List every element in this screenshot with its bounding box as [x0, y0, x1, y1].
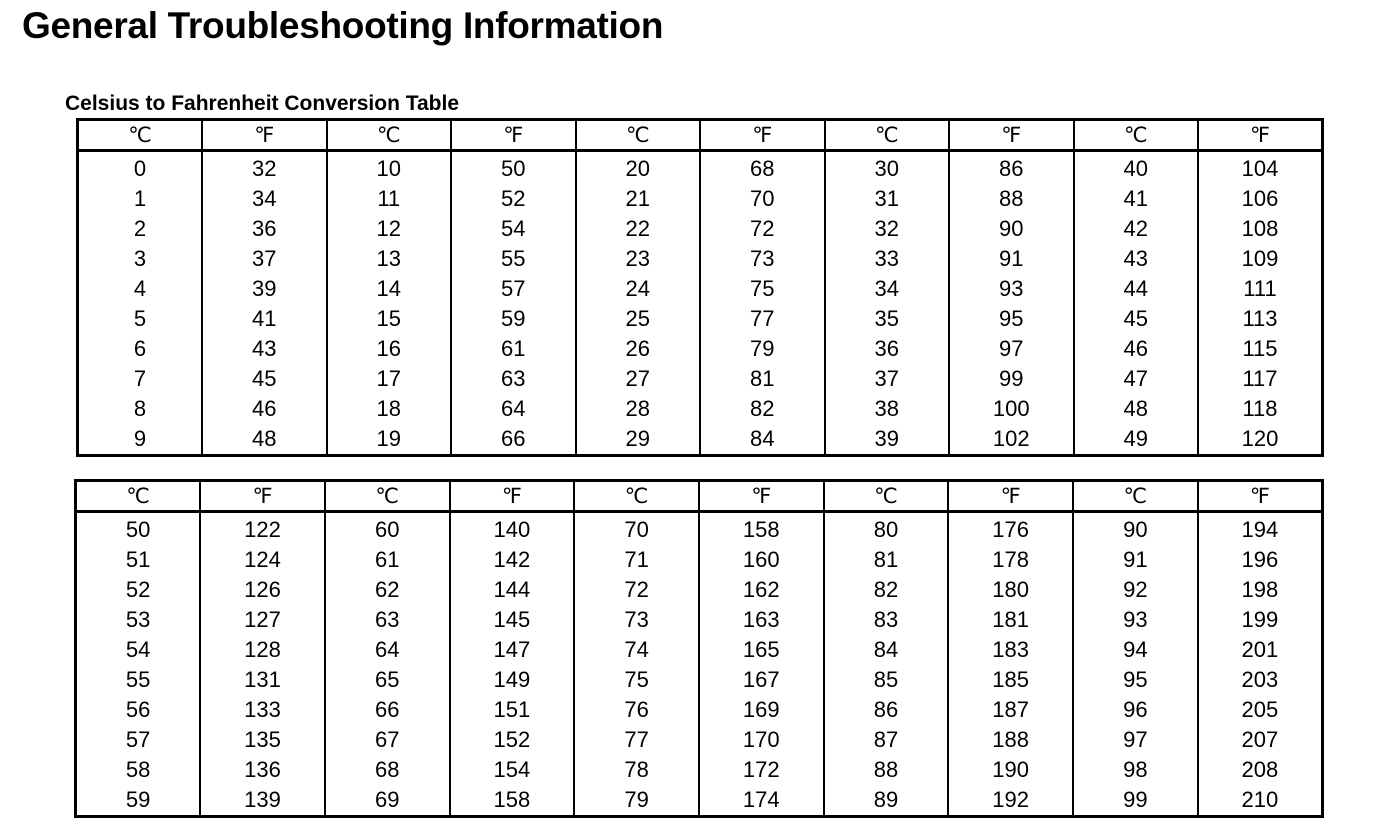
celsius-cell: 0 [133, 156, 147, 181]
celsius-cell: 77 [574, 725, 699, 755]
table-header-row [76, 481, 1323, 512]
celsius-cell: 98 [1073, 755, 1198, 785]
fahrenheit-cell: 79 [700, 334, 825, 364]
fahrenheit-cell: 41 [202, 304, 327, 334]
celsius-cell: 45 [1074, 304, 1199, 334]
celsius-cell: 29 [576, 424, 701, 456]
fahrenheit-cell: 70 [700, 184, 825, 214]
celsius-cell: 31 [825, 184, 950, 214]
fahrenheit-cell: 201 [1198, 635, 1323, 665]
table-row [76, 605, 1323, 635]
fahrenheit-cell: 109 [1198, 244, 1323, 274]
fahrenheit-cell: 207 [1198, 725, 1323, 755]
celsius-cell: 89 [824, 785, 949, 817]
table-row [78, 394, 1323, 424]
fahrenheit-cell: 46 [202, 394, 327, 424]
fahrenheit-cell: 64 [451, 394, 576, 424]
table-row [76, 725, 1323, 755]
fahrenheit-cell: 39 [202, 274, 327, 304]
fahrenheit-cell: 113 [1198, 304, 1323, 334]
celsius-cell: 3 [133, 246, 147, 271]
fahrenheit-cell: 75 [700, 274, 825, 304]
celsius-cell: 34 [825, 274, 950, 304]
fahrenheit-cell: 170 [699, 725, 824, 755]
celsius-cell: 67 [325, 725, 450, 755]
fahrenheit-cell: 133 [200, 695, 325, 725]
celsius-column-header: ℃ [824, 481, 949, 512]
fahrenheit-cell: 82 [700, 394, 825, 424]
celsius-cell: 82 [824, 575, 949, 605]
celsius-cell: 50 [125, 517, 151, 542]
celsius-cell: 95 [1073, 665, 1198, 695]
table-title: Celsius to Fahrenheit Conversion Table [65, 92, 460, 115]
fahrenheit-cell: 196 [1198, 545, 1323, 575]
fahrenheit-cell: 117 [1198, 364, 1323, 394]
celsius-cell: 58 [125, 757, 151, 782]
fahrenheit-column-header: ℉ [200, 481, 325, 512]
celsius-column-header: ℃ [576, 120, 701, 151]
celsius-cell: 60 [325, 512, 450, 546]
fahrenheit-column-header: ℉ [451, 120, 576, 151]
table-row [78, 424, 1323, 456]
celsius-cell: 19 [327, 424, 452, 456]
celsius-cell: 2 [133, 216, 147, 241]
fahrenheit-cell: 174 [699, 785, 824, 817]
fahrenheit-cell: 102 [949, 424, 1074, 456]
fahrenheit-cell: 73 [700, 244, 825, 274]
celsius-cell: 55 [125, 667, 151, 692]
celsius-cell: 42 [1074, 214, 1199, 244]
celsius-cell: 88 [824, 755, 949, 785]
celsius-cell: 64 [325, 635, 450, 665]
celsius-cell: 9 [133, 426, 147, 451]
fahrenheit-cell: 128 [200, 635, 325, 665]
table-row [78, 364, 1323, 394]
fahrenheit-cell: 95 [949, 304, 1074, 334]
celsius-cell: 8 [133, 396, 147, 421]
fahrenheit-cell: 34 [202, 184, 327, 214]
celsius-cell: 54 [125, 637, 151, 662]
fahrenheit-cell: 81 [700, 364, 825, 394]
fahrenheit-cell: 180 [948, 575, 1073, 605]
table-row [78, 244, 1323, 274]
fahrenheit-column-header: ℉ [1198, 481, 1323, 512]
celsius-column-header: ℃ [325, 481, 450, 512]
celsius-cell: 86 [824, 695, 949, 725]
fahrenheit-cell: 135 [200, 725, 325, 755]
fahrenheit-cell: 178 [948, 545, 1073, 575]
fahrenheit-cell: 52 [451, 184, 576, 214]
celsius-cell: 1 [133, 186, 147, 211]
fahrenheit-cell: 131 [200, 665, 325, 695]
fahrenheit-cell: 151 [450, 695, 575, 725]
celsius-column-header: ℃ [574, 481, 699, 512]
celsius-cell: 93 [1073, 605, 1198, 635]
celsius-cell: 47 [1074, 364, 1199, 394]
fahrenheit-cell: 190 [948, 755, 1073, 785]
fahrenheit-cell: 104 [1198, 151, 1323, 185]
fahrenheit-cell: 111 [1198, 274, 1323, 304]
celsius-cell: 92 [1073, 575, 1198, 605]
celsius-cell: 81 [824, 545, 949, 575]
table-row [78, 184, 1323, 214]
fahrenheit-cell: 176 [948, 512, 1073, 546]
fahrenheit-cell: 126 [200, 575, 325, 605]
celsius-cell: 5 [133, 306, 147, 331]
celsius-cell: 43 [1074, 244, 1199, 274]
celsius-cell: 32 [825, 214, 950, 244]
celsius-cell: 13 [327, 244, 452, 274]
fahrenheit-cell: 127 [200, 605, 325, 635]
conversion-table-0-49 [76, 118, 1324, 457]
fahrenheit-cell: 144 [450, 575, 575, 605]
fahrenheit-cell: 122 [200, 512, 325, 546]
fahrenheit-cell: 167 [699, 665, 824, 695]
fahrenheit-column-header: ℉ [202, 120, 327, 151]
fahrenheit-cell: 45 [202, 364, 327, 394]
celsius-cell: 62 [325, 575, 450, 605]
fahrenheit-cell: 208 [1198, 755, 1323, 785]
fahrenheit-cell: 55 [451, 244, 576, 274]
celsius-cell: 44 [1074, 274, 1199, 304]
fahrenheit-cell: 57 [451, 274, 576, 304]
celsius-cell: 51 [125, 547, 151, 572]
celsius-cell: 20 [576, 151, 701, 185]
celsius-cell: 35 [825, 304, 950, 334]
celsius-cell: 39 [825, 424, 950, 456]
fahrenheit-cell: 139 [200, 785, 325, 817]
table-row [78, 274, 1323, 304]
celsius-cell: 33 [825, 244, 950, 274]
celsius-cell: 65 [325, 665, 450, 695]
celsius-cell: 52 [125, 577, 151, 602]
celsius-cell: 69 [325, 785, 450, 817]
celsius-cell: 75 [574, 665, 699, 695]
celsius-cell: 84 [824, 635, 949, 665]
fahrenheit-cell: 118 [1198, 394, 1323, 424]
fahrenheit-cell: 61 [451, 334, 576, 364]
fahrenheit-cell: 68 [700, 151, 825, 185]
table-row [76, 512, 1323, 546]
celsius-cell: 38 [825, 394, 950, 424]
celsius-cell: 28 [576, 394, 701, 424]
celsius-cell: 30 [825, 151, 950, 185]
celsius-cell: 25 [576, 304, 701, 334]
fahrenheit-cell: 158 [450, 785, 575, 817]
celsius-cell: 59 [125, 787, 151, 812]
celsius-cell: 56 [125, 697, 151, 722]
table-row [78, 334, 1323, 364]
table-row [76, 575, 1323, 605]
fahrenheit-cell: 124 [200, 545, 325, 575]
celsius-cell: 76 [574, 695, 699, 725]
fahrenheit-cell: 97 [949, 334, 1074, 364]
fahrenheit-cell: 115 [1198, 334, 1323, 364]
celsius-cell: 10 [327, 151, 452, 185]
fahrenheit-cell: 140 [450, 512, 575, 546]
celsius-cell: 96 [1073, 695, 1198, 725]
fahrenheit-cell: 152 [450, 725, 575, 755]
celsius-cell: 18 [327, 394, 452, 424]
fahrenheit-cell: 163 [699, 605, 824, 635]
table-row [78, 214, 1323, 244]
celsius-cell: 61 [325, 545, 450, 575]
celsius-cell: 74 [574, 635, 699, 665]
fahrenheit-cell: 165 [699, 635, 824, 665]
fahrenheit-cell: 106 [1198, 184, 1323, 214]
fahrenheit-column-header: ℉ [949, 120, 1074, 151]
table-row [76, 785, 1323, 817]
celsius-cell: 68 [325, 755, 450, 785]
fahrenheit-column-header: ℉ [948, 481, 1073, 512]
fahrenheit-cell: 162 [699, 575, 824, 605]
celsius-cell: 21 [576, 184, 701, 214]
celsius-column-header: ℃ [78, 120, 203, 151]
celsius-cell: 57 [125, 727, 151, 752]
celsius-cell: 12 [327, 214, 452, 244]
celsius-cell: 87 [824, 725, 949, 755]
celsius-cell: 37 [825, 364, 950, 394]
celsius-column-header: ℃ [1074, 120, 1199, 151]
fahrenheit-cell: 100 [949, 394, 1074, 424]
fahrenheit-cell: 72 [700, 214, 825, 244]
fahrenheit-cell: 187 [948, 695, 1073, 725]
celsius-cell: 66 [325, 695, 450, 725]
fahrenheit-cell: 192 [948, 785, 1073, 817]
fahrenheit-cell: 37 [202, 244, 327, 274]
fahrenheit-cell: 43 [202, 334, 327, 364]
celsius-cell: 17 [327, 364, 452, 394]
fahrenheit-cell: 198 [1198, 575, 1323, 605]
celsius-cell: 22 [576, 214, 701, 244]
fahrenheit-cell: 154 [450, 755, 575, 785]
fahrenheit-column-header: ℉ [699, 481, 824, 512]
fahrenheit-cell: 149 [450, 665, 575, 695]
celsius-cell: 26 [576, 334, 701, 364]
fahrenheit-cell: 158 [699, 512, 824, 546]
fahrenheit-cell: 88 [949, 184, 1074, 214]
celsius-column-header: ℃ [76, 481, 201, 512]
celsius-cell: 16 [327, 334, 452, 364]
fahrenheit-cell: 91 [949, 244, 1074, 274]
celsius-cell: 99 [1073, 785, 1198, 817]
table-row [76, 545, 1323, 575]
celsius-cell: 70 [574, 512, 699, 546]
fahrenheit-cell: 50 [451, 151, 576, 185]
fahrenheit-cell: 90 [949, 214, 1074, 244]
table-row [76, 665, 1323, 695]
table-row [76, 755, 1323, 785]
celsius-cell: 71 [574, 545, 699, 575]
fahrenheit-cell: 32 [202, 151, 327, 185]
celsius-column-header: ℃ [825, 120, 950, 151]
fahrenheit-cell: 194 [1198, 512, 1323, 546]
celsius-cell: 23 [576, 244, 701, 274]
fahrenheit-cell: 48 [202, 424, 327, 456]
table-row [78, 304, 1323, 334]
fahrenheit-cell: 120 [1198, 424, 1323, 456]
fahrenheit-cell: 172 [699, 755, 824, 785]
celsius-cell: 46 [1074, 334, 1199, 364]
celsius-cell: 97 [1073, 725, 1198, 755]
celsius-cell: 14 [327, 274, 452, 304]
celsius-cell: 15 [327, 304, 452, 334]
fahrenheit-cell: 136 [200, 755, 325, 785]
celsius-cell: 24 [576, 274, 701, 304]
fahrenheit-cell: 86 [949, 151, 1074, 185]
celsius-cell: 63 [325, 605, 450, 635]
fahrenheit-cell: 188 [948, 725, 1073, 755]
fahrenheit-cell: 147 [450, 635, 575, 665]
celsius-cell: 40 [1074, 151, 1199, 185]
celsius-cell: 41 [1074, 184, 1199, 214]
celsius-cell: 72 [574, 575, 699, 605]
celsius-cell: 85 [824, 665, 949, 695]
fahrenheit-cell: 59 [451, 304, 576, 334]
celsius-cell: 78 [574, 755, 699, 785]
fahrenheit-cell: 183 [948, 635, 1073, 665]
fahrenheit-cell: 210 [1198, 785, 1323, 817]
fahrenheit-column-header: ℉ [450, 481, 575, 512]
celsius-cell: 80 [824, 512, 949, 546]
celsius-cell: 73 [574, 605, 699, 635]
fahrenheit-cell: 142 [450, 545, 575, 575]
fahrenheit-cell: 63 [451, 364, 576, 394]
table-row [76, 635, 1323, 665]
fahrenheit-cell: 54 [451, 214, 576, 244]
fahrenheit-cell: 203 [1198, 665, 1323, 695]
celsius-cell: 6 [133, 336, 147, 361]
fahrenheit-column-header: ℉ [1198, 120, 1323, 151]
fahrenheit-cell: 169 [699, 695, 824, 725]
celsius-cell: 7 [133, 366, 147, 391]
celsius-column-header: ℃ [1073, 481, 1198, 512]
celsius-cell: 91 [1073, 545, 1198, 575]
fahrenheit-cell: 77 [700, 304, 825, 334]
fahrenheit-cell: 93 [949, 274, 1074, 304]
fahrenheit-cell: 66 [451, 424, 576, 456]
fahrenheit-cell: 160 [699, 545, 824, 575]
fahrenheit-cell: 145 [450, 605, 575, 635]
fahrenheit-cell: 36 [202, 214, 327, 244]
celsius-cell: 53 [125, 607, 151, 632]
fahrenheit-cell: 108 [1198, 214, 1323, 244]
page-title: General Troubleshooting Information [22, 5, 664, 46]
table-header-row [78, 120, 1323, 151]
fahrenheit-cell: 205 [1198, 695, 1323, 725]
fahrenheit-cell: 99 [949, 364, 1074, 394]
table-row [76, 695, 1323, 725]
table-row [78, 151, 1323, 185]
celsius-cell: 36 [825, 334, 950, 364]
celsius-cell: 27 [576, 364, 701, 394]
conversion-table-50-99 [74, 479, 1324, 818]
celsius-cell: 94 [1073, 635, 1198, 665]
fahrenheit-column-header: ℉ [700, 120, 825, 151]
celsius-cell: 90 [1073, 512, 1198, 546]
celsius-column-header: ℃ [327, 120, 452, 151]
fahrenheit-cell: 185 [948, 665, 1073, 695]
celsius-cell: 79 [574, 785, 699, 817]
celsius-cell: 49 [1074, 424, 1199, 456]
fahrenheit-cell: 84 [700, 424, 825, 456]
fahrenheit-cell: 199 [1198, 605, 1323, 635]
celsius-cell: 83 [824, 605, 949, 635]
celsius-cell: 11 [327, 184, 452, 214]
celsius-cell: 4 [133, 276, 147, 301]
celsius-cell: 48 [1074, 394, 1199, 424]
fahrenheit-cell: 181 [948, 605, 1073, 635]
